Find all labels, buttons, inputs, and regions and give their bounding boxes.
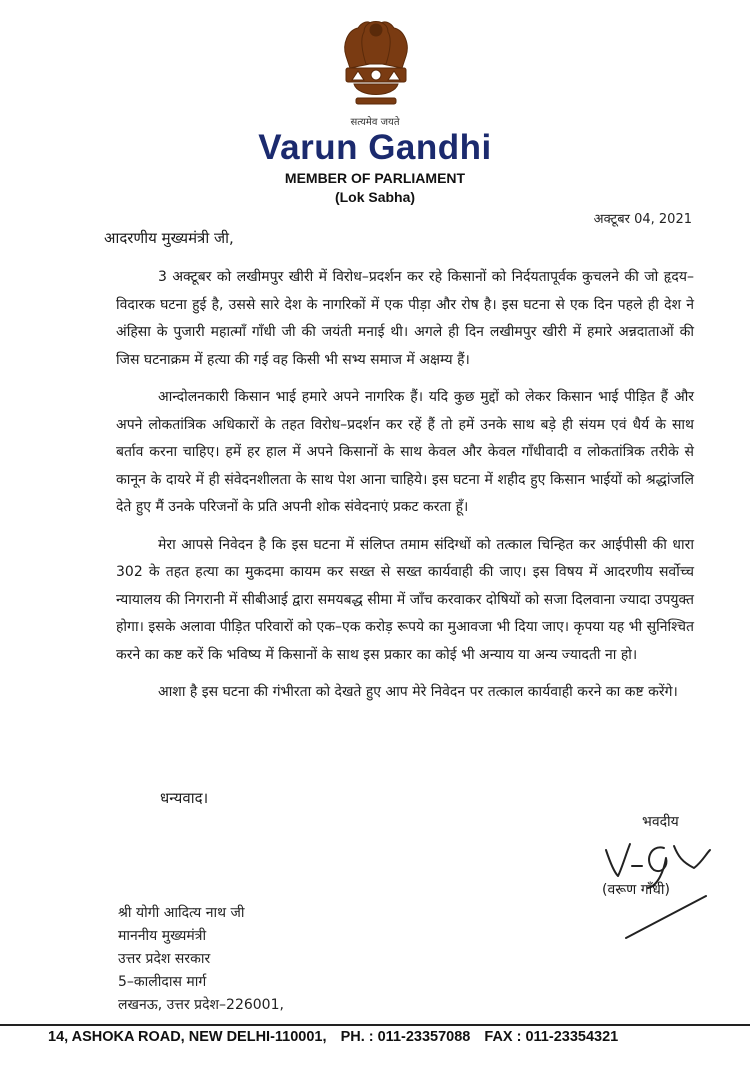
paragraph: आशा है इस घटना की गंभीरता को देखते हुए आप मेरे निवेदन पर तत्काल कार्यवाही करने का कष्ट करेंगे। — [158, 684, 678, 700]
letter-body — [116, 264, 694, 717]
addressee-block — [118, 902, 284, 1017]
paragraph: 3 अक्टूबर को लखीमपुर खीरी में विरोध–प्रदर्शन कर रहे किसानों को निर्दयतापूर्वक कुचलने की जो हृदय–विदारक घटना हुई है, उससे सारे देश के नागरिकों में एक पीड़ा और रोष है। इस घटना से एक दिन पहले ही देश ने अंहिसा के पुजारी महात्माँ गाँधी जी की जयंती मनाई थी। अगले ही दिन लखीमपुर खीरी में हमारे अन्नदाताओं की जिस घटनाक्रम में हत्या की गई वह किसी भी सभ्य समाज में अक्षम्य हैं। — [116, 269, 694, 368]
closing: भवदीय — [642, 814, 679, 830]
paragraph: मेरा आपसे निवेदन है कि इस घटना में संलिप्त तमाम संदिग्धों को तत्काल चिन्हित कर आईपीसी की धारा 302 के तहत हत्या का मुकदमा कायम कर सख्त से सख्त कार्यवाही की जाए। इस विषय में आदरणीय सर्वोच्च न्यायालय की निगरानी में सीबीआई द्वारा समयबद्ध सीमा में जाँच करवाकर दोषियों को सजा दिलवाना ज्यादा उपयुक्त होगा। इसके अलावा पीड़ित परिवारों को एक–एक करोड़ रूपये का मुआवजा भी दिया जाए। कृपया यह भी सुनिश्चित करने का कष्ट करें कि भविष्य में किसानों के साथ इस प्रकार का कोई भी अन्याय या अन्य ज्यादती ना हो। — [116, 536, 694, 663]
footer-address: 14, ASHOKA ROAD, NEW DELHI-110001, — [48, 1029, 327, 1045]
letter-date: अक्टूबर 04, 2021 — [593, 212, 692, 227]
salutation: आदरणीय मुख्यमंत्री जी, — [104, 229, 234, 247]
addressee-line: 5–कालीदास मार्ग — [118, 974, 207, 990]
thanks: धन्यवाद। — [160, 789, 209, 807]
national-emblem-lion-capital-icon — [336, 8, 416, 116]
sender-house: (Lok Sabha) — [334, 189, 416, 205]
addressee-line: श्री योगी आदित्य नाथ जी — [118, 905, 245, 921]
footer-phone: PH. : 011-23357088 — [340, 1029, 471, 1045]
footer — [48, 1029, 738, 1045]
paragraph: आन्दोलनकारी किसान भाई हमारे अपने नागरिक हैं। यदि कुछ मुद्दों को लेकर किसान भाई पीड़ित हैं और अपने लोकतांत्रिक अधिकारों के तहत विरोध–प्रदर्शन कर रहें हैं तो हमें उनके साथ बड़े ही संयम एवं धैर्य के साथ बर्ताव करना चाहिए। हमें हर हाल में अपने किसानों के साथ केवल और केवल गाँधीवादी व लोकतांत्रिक तरीके से कानून के दायरे में ही संवेदनशीलता के साथ पेश आना चाहिये। इस घटना में शहीद हुए किसान भाईयों को श्रद्धांजलि देते हुए मैं उनके परिजनों के प्रति अपनी शोक संवेदनाएं प्रकट करता हूँ। — [116, 389, 694, 515]
emblem-motto: सत्यमेव जयते — [350, 117, 400, 128]
sender-designation: MEMBER OF PARLIAMENT — [284, 170, 466, 186]
footer-fax: FAX : 011-23354321 — [484, 1029, 619, 1045]
addressee-line: लखनऊ, उत्तर प्रदेश–226001, — [118, 997, 284, 1013]
footer-divider — [0, 1024, 750, 1026]
addressee-line: उत्तर प्रदेश सरकार — [118, 951, 211, 967]
national-emblem — [336, 8, 416, 116]
signatory-name: (वरूण गाँधी) — [602, 882, 670, 898]
addressee-line: माननीय मुख्यमंत्री — [118, 928, 207, 944]
sender-name: Varun Gandhi — [258, 128, 492, 167]
